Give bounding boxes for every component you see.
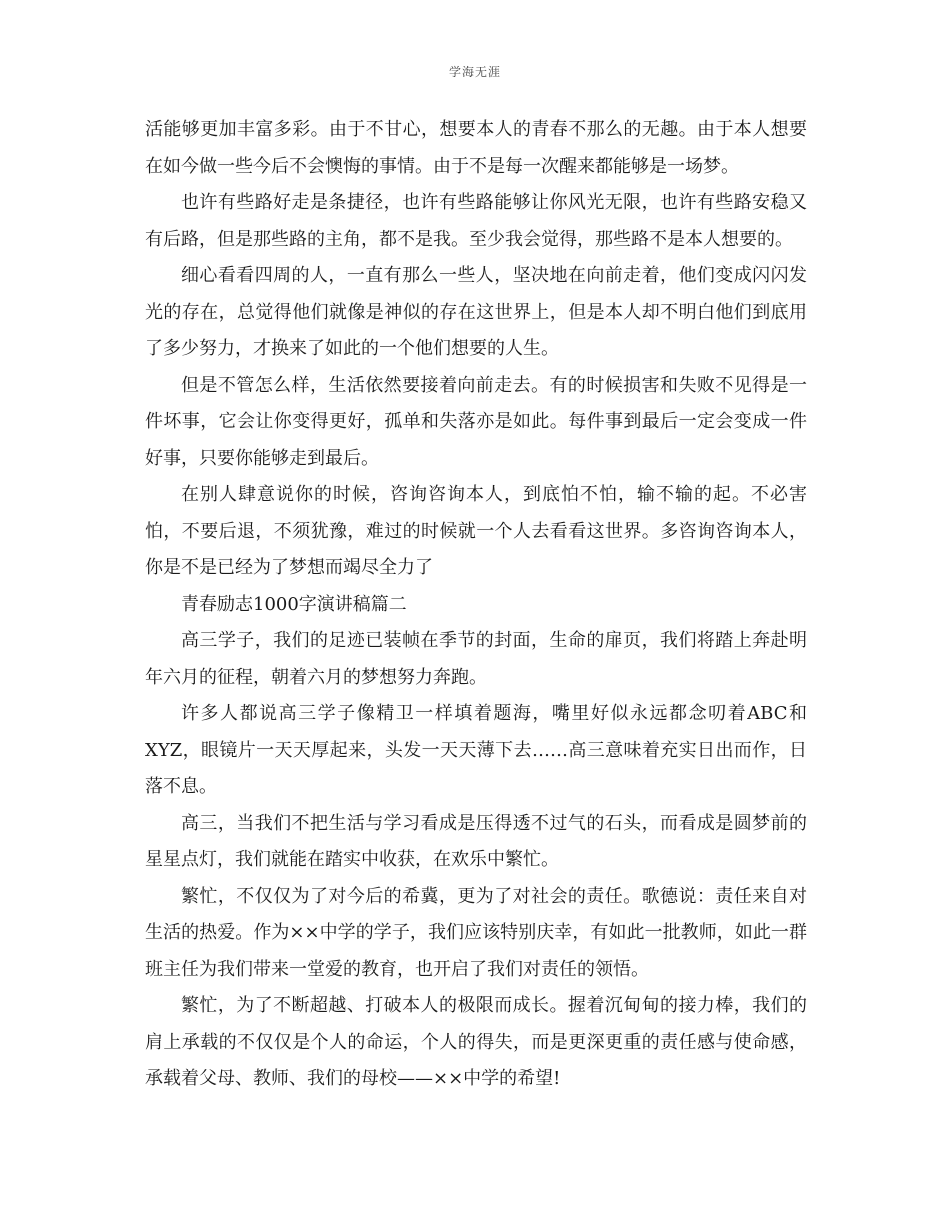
paragraph: 许多人都说高三学子像精卫一样填着题海，嘴里好似永远都念叨着ABC和XYZ，眼镜片一天天厚起来，头发一天天薄下去……高三意味着充实日出而作，日落不息。 — [145, 703, 807, 797]
paragraph: 但是不管怎么样，生活依然要接着向前走去。有的时候损害和失败不见得是一件坏事，它会让你变得更好，孤单和失落亦是如此。每件事到最后一定会变成一件好事，只要你能够走到最后。 — [145, 374, 807, 469]
paragraph: 活能够更加丰富多彩。由于不甘心，想要本人的青春不那么的无趣。由于本人想要在如今做一些今后不会懊悔的事情。由于不是每一次醒来都能够是一场梦。 — [145, 119, 807, 177]
paragraph: 高三学子，我们的足迹已装帧在季节的封面，生命的扉页，我们将踏上奔赴明年六月的征程，朝着六月的梦想努力奔跑。 — [145, 630, 807, 688]
paragraph: 繁忙，不仅仅为了对今后的希冀，更为了对社会的责任。歌德说：责任来自对生活的热爱。作为××中学的学子，我们应该特别庆幸，有如此一批教师，如此一群班主任为我们带来一堂爱的教育，也开启了我们对责任的领悟。 — [145, 885, 807, 980]
page-header: 学海无涯 — [448, 65, 501, 79]
paragraph: 繁忙，为了不断超越、打破本人的极限而成长。握着沉甸甸的接力棒，我们的肩上承载的不仅仅是个人的命运，个人的得失，而是更深更重的责任感与使命感，承载着父母、教师、我们的母校——××中学的希望! — [145, 995, 807, 1089]
paragraph: 在别人肆意说你的时候，咨询咨询本人，到底怕不怕，输不输的起。不必害怕，不要后退，不须犹豫，难过的时候就一个人去看看这世界。多咨询咨询本人，你是不是已经为了梦想而竭尽全力了 — [145, 484, 807, 578]
paragraph: 细心看看四周的人，一直有那么一些人，坚决地在向前走着，他们变成闪闪发光的存在，总觉得他们就像是神似的存在这世界上，但是本人却不明白他们到底用了多少努力，才换来了如此的一个他们想要的人生。 — [145, 265, 807, 359]
section-heading: 青春励志1000字演讲稿篇二 — [181, 593, 407, 615]
document-body — [145, 112, 807, 1098]
paragraph: 也许有些路好走是条捷径，也许有些路能够让你风光无限，也许有些路安稳又有后路，但是那些路的主角，都不是我。至少我会觉得，那些路不是本人想要的。 — [145, 192, 807, 250]
paragraph: 高三，当我们不把生活与学习看成是压得透不过气的石头，而看成是圆梦前的星星点灯，我们就能在踏实中收获，在欢乐中繁忙。 — [145, 812, 807, 870]
